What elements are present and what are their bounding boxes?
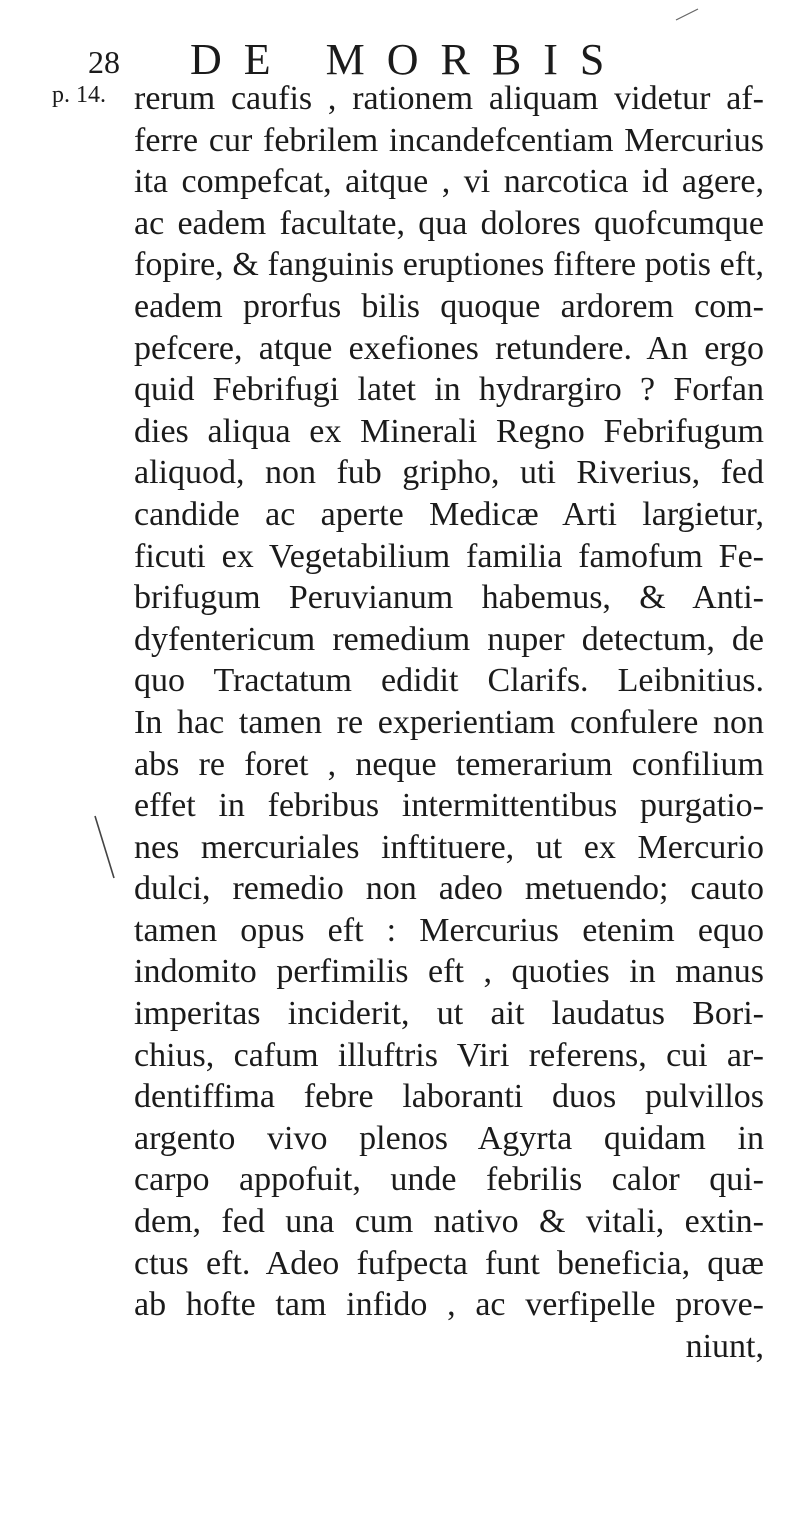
text-line: carpo appofuit, unde febrilis calor qui- [134,1161,764,1199]
text-line: tamen opus eft : Mercurius etenim equo [134,911,764,949]
text-line: indomito perfimilis eft , quoties in manus [134,953,764,991]
margin-stroke-mark [92,812,118,882]
text-line: In hac tamen re experientiam confulere non [134,703,764,741]
text-line: aliquod, non fub gripho, uti Riverius, fed [134,454,764,492]
text-line: effet in febribus intermittentibus purgatio- [134,787,764,825]
text-line: brifugum Peruvianum habemus, & Anti- [134,579,764,617]
page-number: 28 [88,44,120,80]
text-line: ac eadem facultate, qua dolores quofcumque [134,204,764,242]
text-line: dentiffima febre laboranti duos pulvillos [134,1078,764,1116]
text-line: candide ac aperte Medicæ Arti largietur, [134,495,764,533]
text-line: ab hofte tam infido , ac verfipelle prove- [134,1286,764,1324]
text-line: rerum caufis , rationem aliquam videtur af- [134,80,764,117]
text-line: dulci, remedio non adeo metuendo; cauto [134,870,764,908]
text-line: dem, fed una cum nativo & vitali, extin- [134,1203,764,1241]
text-line: ctus eft. Adeo fufpecta funt beneficia, quæ [134,1244,764,1282]
text-line: dyfentericum remedium nuper detectum, de [134,620,764,658]
text-line: pefcere, atque exefiones retundere. An ergo [134,329,764,367]
text-line: ferre cur febrilem incandefcentiam Mercurius [134,121,764,159]
body-text [134,78,764,1367]
text-line: eadem prorfus bilis quoque ardorem com- [134,287,764,325]
text-line: dies aliqua ex Minerali Regno Febrifugum [134,412,764,450]
margin-signature: p. 14. [52,82,106,108]
corner-tick-mark [672,6,702,22]
text-line: fopire, & fanguinis eruptiones fiftere potis eft, [134,246,764,284]
text-line: ita compefcat, aitque , vi narcotica id agere, [134,163,764,201]
text-line: ficuti ex Vegetabilium familia famofum Fe- [134,537,764,575]
text-line: quid Febrifugi latet in hydrargiro ? Forfan [134,371,764,409]
text-line: quo Tractatum edidit Clarifs. Leibnitius. [134,662,764,700]
text-line: abs re foret , neque temerarium confilium [134,745,764,783]
catchword: niunt, [685,1327,764,1365]
text-line: nes mercuriales inftituere, ut ex Mercurio [134,828,764,866]
running-title: DE MORBIS [190,35,627,84]
text-line: chius, cafum illuftris Viri referens, cui ar- [134,1036,764,1074]
text-line: argento vivo plenos Agyrta quidam in [134,1119,764,1157]
text-line: imperitas inciderit, ut ait laudatus Bori- [134,995,764,1033]
